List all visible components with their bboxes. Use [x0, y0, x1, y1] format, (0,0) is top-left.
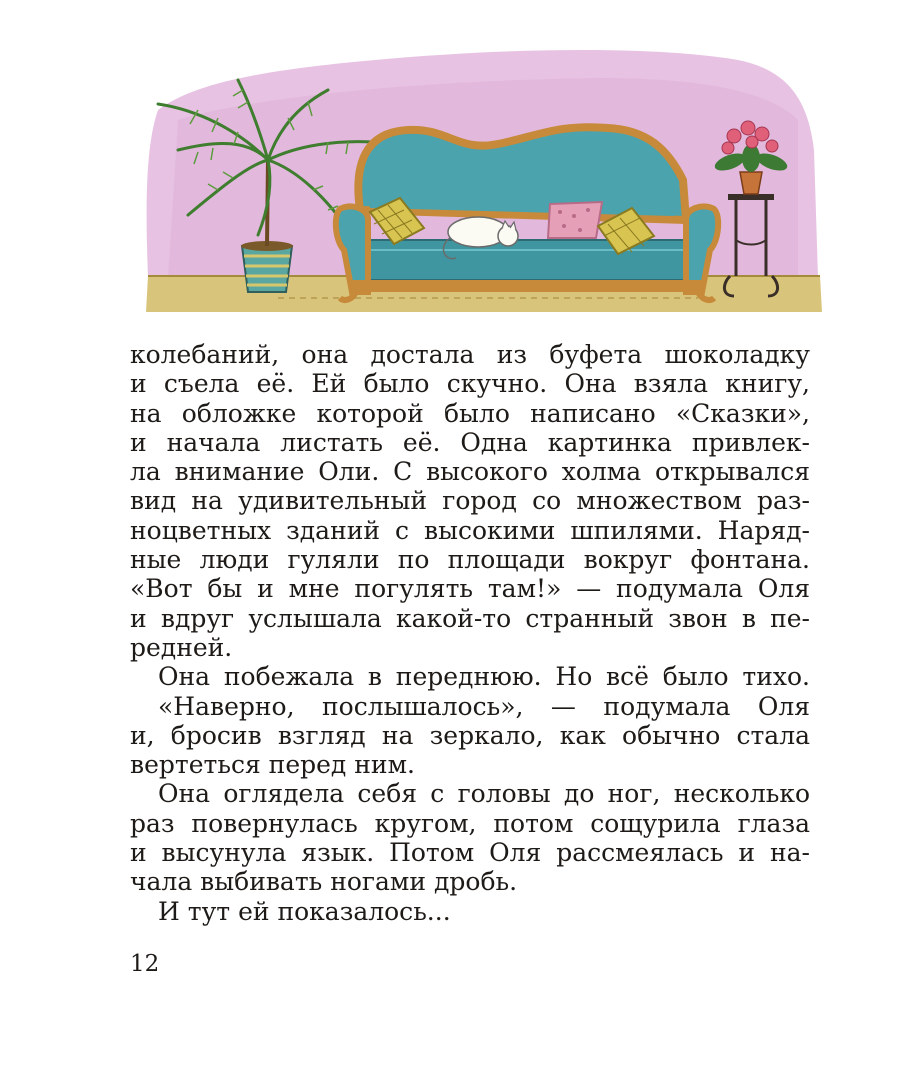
story-text: [130, 340, 810, 926]
text-line: ноцветных зданий с высокими шпилями. Наряд-: [130, 515, 810, 545]
text-line: чала выбивать ногами дробь.: [130, 867, 518, 897]
text-line: на обложке которой было написано «Сказки»,: [130, 398, 810, 428]
text-line: и, бросив взгляд на зеркало, как обычно стала: [130, 720, 810, 750]
text-line: «Наверно, послышалось», — подумала Оля: [158, 691, 810, 721]
text-line: Она побежала в переднюю. Но всё было тихо.: [158, 662, 810, 692]
room-illustration: [138, 40, 828, 322]
text-line: И тут ей показалось...: [158, 896, 451, 926]
text-line: и съела её. Ей было скучно. Она взяла книгу,: [130, 369, 810, 399]
text-line: «Вот бы и мне погулять там!» — подумала Оля: [130, 574, 810, 604]
text-line: редней.: [130, 632, 233, 662]
page-number: 12: [130, 951, 160, 977]
text-line: раз повернулась кругом, потом сощурила глаза: [130, 808, 810, 838]
sofa: [336, 127, 718, 300]
text-line: и высунула язык. Потом Оля рассмеялась и на-: [130, 838, 810, 868]
text-line: колебаний, она достала из буфета шоколадку: [130, 340, 810, 369]
text-line: Она оглядела себя с головы до ног, несколько: [158, 779, 810, 809]
text-line: и вдруг услышала какой-то странный звон в пе-: [130, 603, 810, 633]
text-line: ные люди гуляли по площади вокруг фонтана.: [130, 545, 810, 575]
text-line: ла внимание Оли. С высокого холма открывался: [130, 457, 810, 487]
text-line: и начала листать её. Одна картинка привлек-: [130, 427, 810, 457]
text-line: вертеться перед ним.: [130, 750, 415, 780]
text-line: вид на удивительный город со множеством раз-: [130, 486, 810, 516]
